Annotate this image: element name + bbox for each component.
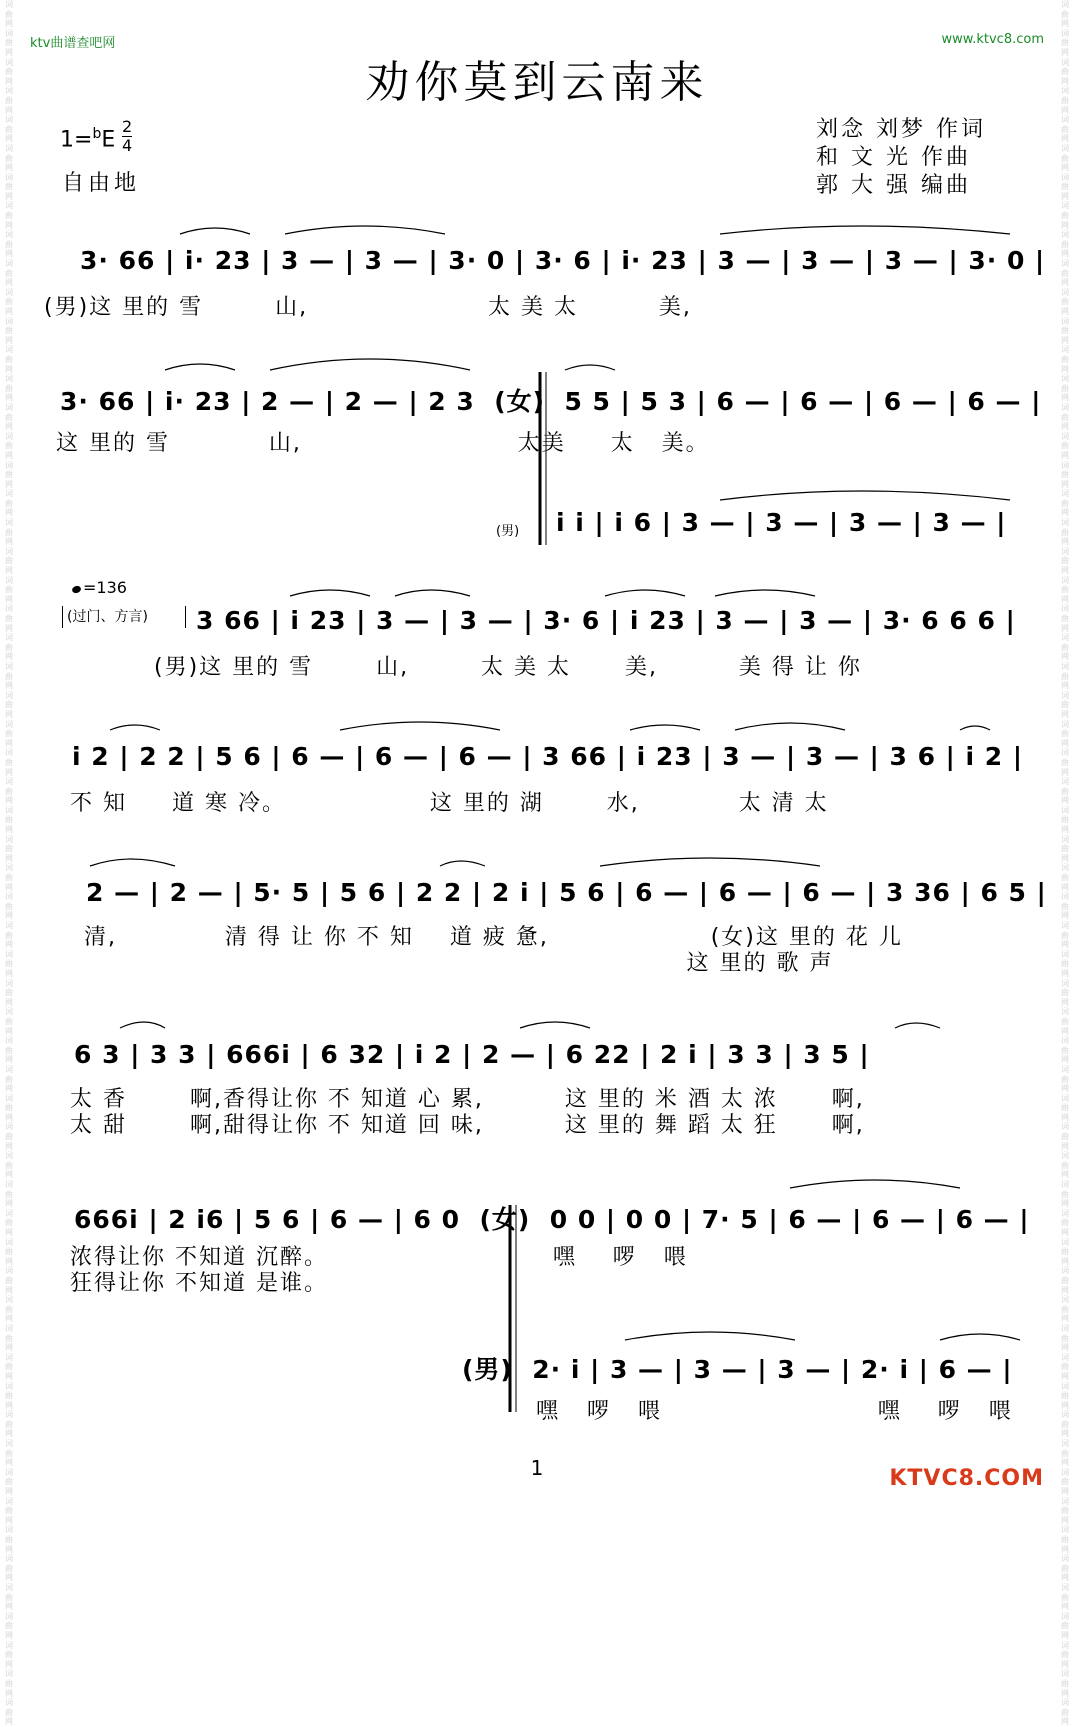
edge-watermark-left: 词曲网 词曲网 词曲网 词曲网 词曲网 词曲网 词曲网 词曲网 词曲网 词曲网 词曲网 词曲网 词曲网 词曲网 词曲网 词曲网 词曲网 词曲网 词曲网 词曲网 词曲网 词曲网 词曲网 词曲网 词曲网 词曲网 词曲网 词曲网 词曲网 词曲网 词曲网 词曲网 词曲网 词曲网 词曲网 词曲网 词曲网 词曲网 词曲网 词曲网 词曲网 词曲网 词曲网 词曲网 词曲网 词曲网 词曲网 词曲网 词曲网 词曲网 词曲网 词曲网 词曲网 词曲网 词曲网 词曲网 词曲网 词曲网 词曲网 词曲网 xyxy=(5,0,13,1727)
lyric-row-1: (男)这 里的 雪 山, 太 美 太 美, xyxy=(44,295,692,320)
lyric-row-7b: 太 甜 啊,甜得让你 不 知道 回 味, 这 里的 舞 蹈 太 狂 啊, xyxy=(70,1113,865,1138)
music-row-3: i i | i 6 | 3 — | 3 — | 3 — | 3 — | xyxy=(556,508,1007,537)
edge-watermark-right: 词曲网 词曲网 词曲网 词曲网 词曲网 词曲网 词曲网 词曲网 词曲网 词曲网 词曲网 词曲网 词曲网 词曲网 词曲网 词曲网 词曲网 词曲网 词曲网 词曲网 词曲网 词曲网 词曲网 词曲网 词曲网 词曲网 词曲网 词曲网 词曲网 词曲网 词曲网 词曲网 词曲网 词曲网 词曲网 词曲网 词曲网 词曲网 词曲网 词曲网 词曲网 词曲网 词曲网 词曲网 词曲网 词曲网 词曲网 词曲网 词曲网 词曲网 词曲网 词曲网 词曲网 词曲网 词曲网 词曲网 词曲网 词曲网 词曲网 词曲网 xyxy=(1061,0,1069,1727)
intro-label: (过门、方言) xyxy=(62,606,186,628)
site-url-right[interactable]: www.ktvc8.com xyxy=(941,32,1044,47)
music-row-7: 6 3 | 3 3 | 666i | 6 32 | i 2 | 2 — | 6 22 | 2 i | 3 3 | 3 5 | xyxy=(74,1040,870,1069)
music-row-6: 2 — | 2 — | 5· 5 | 5 6 | 2 2 | 2 i | 5 6 | 6 — | 6 — | 6 — | 3 36 | 6 5 | xyxy=(86,878,1047,907)
music-row-4: 3 66 | i 23 | 3 — | 3 — | 3· 6 | i 23 | 3 — | 3 — | 3· 6 6 6 | xyxy=(196,606,1016,635)
credit-lyricist: 刘念 刘梦 作词 xyxy=(816,117,986,142)
lyric-row-6: 清, 清 得 让 你 不 知 道 疲 惫, (女)这 里的 花 儿 xyxy=(84,925,903,950)
tempo-marking: 自由地 xyxy=(62,171,141,196)
page-number: 1 xyxy=(530,1456,544,1480)
time-signature: $\frac{2}{4}$ xyxy=(122,117,133,155)
credit-composer: 和 文 光 作曲 xyxy=(816,145,971,170)
music-row-8: 666i | 2 i6 | 5 6 | 6 — | 6 0 (女) 0 0 | 0 0 | 7· 5 | 6 — | 6 — | 6 — | xyxy=(74,1205,1030,1234)
music-row-9: (男) 2· i | 3 — | 3 — | 3 — | 2· i | 6 — | xyxy=(462,1355,1013,1384)
lyric-row-8: 浓得让你 不知道 沉醉。 嘿 啰 喂 xyxy=(70,1245,688,1270)
key-signature: 1=$^b$E xyxy=(60,126,116,153)
voice-label-male: (男) xyxy=(496,524,520,539)
lyric-row-7: 太 香 啊,香得让你 不 知道 心 累, 这 里的 米 酒 太 浓 啊, xyxy=(70,1087,865,1112)
lyric-row-5: 不 知 道 寒 冷。 这 里的 湖 水, 太 清 太 xyxy=(70,791,829,816)
bpm-marking: =136 xyxy=(72,578,127,597)
quarter-note-icon xyxy=(71,585,82,595)
site-name-left[interactable]: ktv曲谱查吧网 xyxy=(30,36,116,51)
music-row-2: 3· 66 | i· 23 | 2 — | 2 — | 2 3 (女) 5 5 | 5 3 | 6 — | 6 — | 6 — | 6 — | xyxy=(60,387,1042,416)
site-logo[interactable]: KTVC8.COM xyxy=(889,1466,1044,1491)
music-row-1: 3· 66 | i· 23 | 3 — | 3 — | 3· 0 | 3· 6 | i· 23 | 3 — | 3 — | 3 — | 3· 0 | xyxy=(80,246,1046,275)
lyric-row-9: 嘿 啰 喂 嘿 啰 喂 xyxy=(536,1399,1013,1424)
lyric-row-2: 这 里的 雪 山, 太美 太 美。 xyxy=(56,431,710,456)
music-row-5: i 2 | 2 2 | 5 6 | 6 — | 6 — | 6 — | 3 66 | i 23 | 3 — | 3 — | 3 6 | i 2 | xyxy=(72,742,1024,771)
lyric-row-4: (男)这 里的 雪 山, 太 美 太 美, 美 得 让 你 xyxy=(154,655,862,680)
lyric-row-6b: 这 里的 歌 声 xyxy=(84,951,834,976)
credit-arranger: 郭 大 强 编曲 xyxy=(816,173,971,198)
lyric-row-8b: 狂得让你 不知道 是谁。 xyxy=(70,1271,328,1296)
song-title: 劝你莫到云南来 xyxy=(365,57,709,108)
